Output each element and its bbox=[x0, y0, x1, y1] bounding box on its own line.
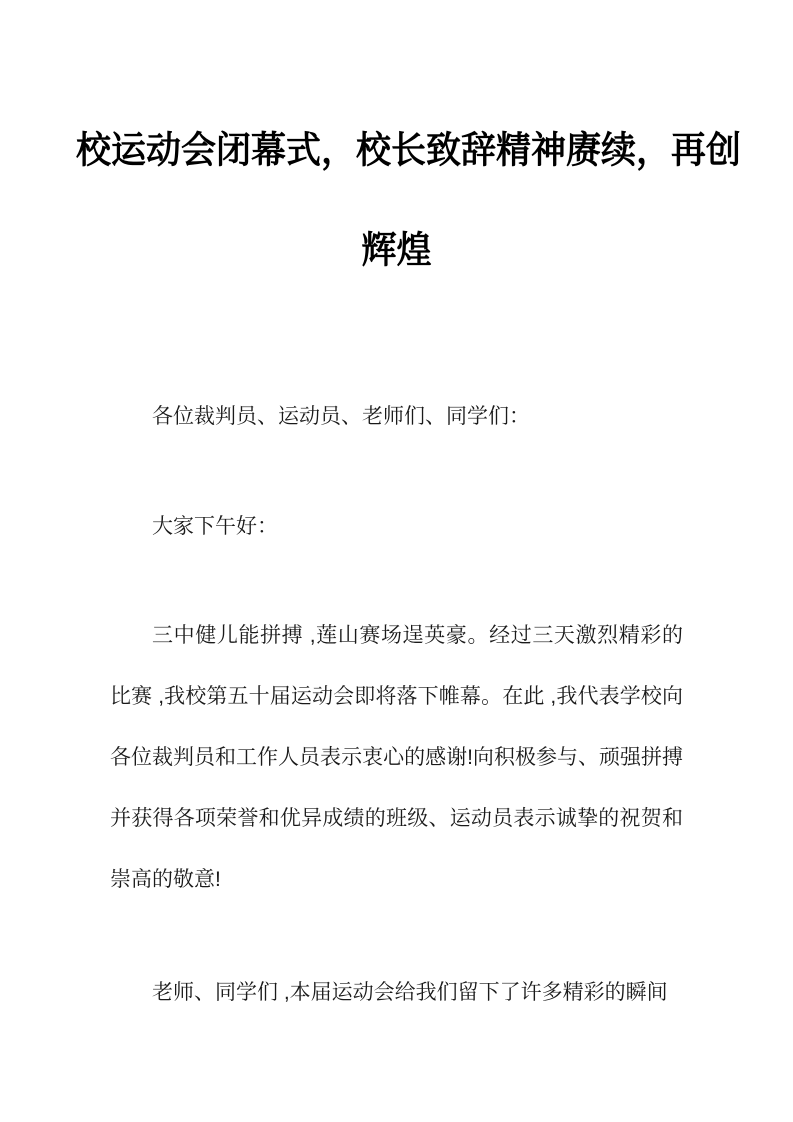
document-title bbox=[76, 101, 742, 301]
paragraph-body-closing: 老师、同学们 ,本届运动会给我们留下了许多精彩的瞬间 bbox=[152, 981, 668, 1004]
paragraph-body-main: 三中健儿能拼搏 ,莲山赛场逞英豪。经过三天激烈精彩的比赛 ,我校第五十届运动会即将落下帷幕。在此 ,我代表学校向各位裁判员和工作人员表示衷心的感谢!向积极参与、顽强拼搏并获得各项荣誉和优异成绩的班级、运动员表示诚挚的祝贺和崇高的敬意! bbox=[110, 624, 683, 891]
document-title-line-1: 校运动会闭幕式，校长致辞精神赓续，再创 bbox=[76, 129, 742, 172]
paragraph-salutation: 各位裁判员、运动员、老师们、同学们： bbox=[152, 405, 530, 428]
paragraph-greeting: 大家下午好： bbox=[152, 515, 278, 538]
document-title-line-2: 辉煌 bbox=[361, 229, 432, 272]
